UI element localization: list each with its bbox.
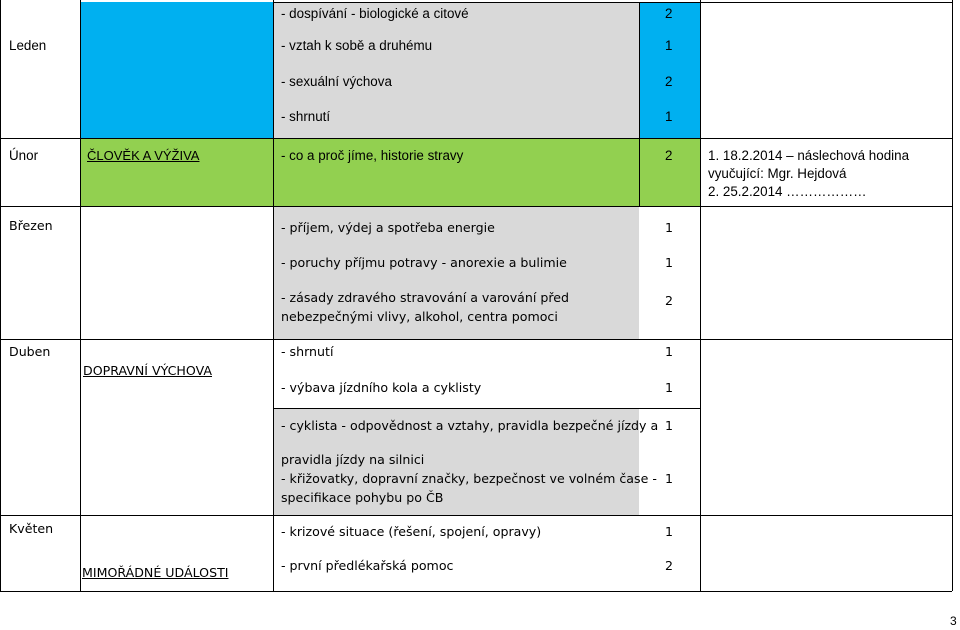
hours: 1	[665, 38, 673, 53]
topic: nebezpečnými vlivy, alkohol, centra pomoci	[281, 309, 558, 324]
hours: 1	[665, 524, 674, 539]
topic: - první předlékařská pomoc	[281, 558, 454, 573]
month-brezen: Březen	[9, 218, 53, 233]
hours: 1	[665, 344, 674, 359]
note-line: 1. 18.2.2014 – náslechová hodina	[708, 148, 910, 163]
hours: 1	[665, 220, 674, 235]
topic: specifikace pohybu po ČB	[281, 490, 444, 505]
month-leden: Leden	[9, 38, 47, 53]
topic: - shrnutí	[281, 109, 331, 124]
hours: 1	[665, 380, 674, 395]
hours: 2	[665, 6, 673, 21]
topic: - poruchy příjmu potravy - anorexie a bulimie	[281, 255, 567, 270]
theme-dopravni-vychova: DOPRAVNÍ VÝCHOVA	[83, 363, 213, 378]
hours: 2	[665, 558, 674, 573]
topic: - sexuální výchova	[281, 74, 392, 89]
page-number: 3	[950, 614, 957, 628]
note-line: vyučující: Mgr. Hejdová	[708, 166, 847, 181]
hours: 1	[665, 471, 674, 486]
topic: - křižovatky, dopravní značky, bezpečnost ve volném čase -	[281, 471, 657, 486]
hours: 2	[665, 293, 674, 308]
topic: pravidla jízdy na silnici	[281, 452, 425, 467]
topic: - příjem, výdej a spotřeba energie	[281, 220, 495, 235]
month-kveten: Květen	[9, 521, 54, 536]
topic: - zásady zdravého stravování a varování před	[281, 290, 569, 305]
month-duben: Duben	[9, 344, 51, 359]
topic: - vztah k sobě a druhému	[281, 38, 433, 53]
hours: 1	[665, 109, 673, 124]
note-line: 2. 25.2.2014 ………………	[708, 184, 867, 199]
topic: - výbava jízdního kola a cyklisty	[281, 380, 482, 395]
hours: 2	[665, 148, 673, 163]
topic: - cyklista - odpovědnost a vztahy, pravidla bezpečné jízdy a	[281, 418, 659, 433]
month-unor: Únor	[9, 148, 39, 163]
theme-clovek-a-vyziva: ČLOVĚK A VÝŽIVA	[87, 148, 200, 163]
topic: - dospívání - biologické a citové	[281, 6, 469, 21]
theme-mimoradne-udalosti: MIMOŘÁDNÉ UDÁLOSTI	[82, 565, 229, 580]
hours: 1	[665, 418, 674, 433]
topic: - shrnutí	[281, 344, 334, 359]
topic: - krizové situace (řešení, spojení, opravy)	[281, 524, 542, 539]
hours: 2	[665, 74, 673, 89]
topic: - co a proč jíme, historie stravy	[281, 148, 464, 163]
hours: 1	[665, 255, 674, 270]
